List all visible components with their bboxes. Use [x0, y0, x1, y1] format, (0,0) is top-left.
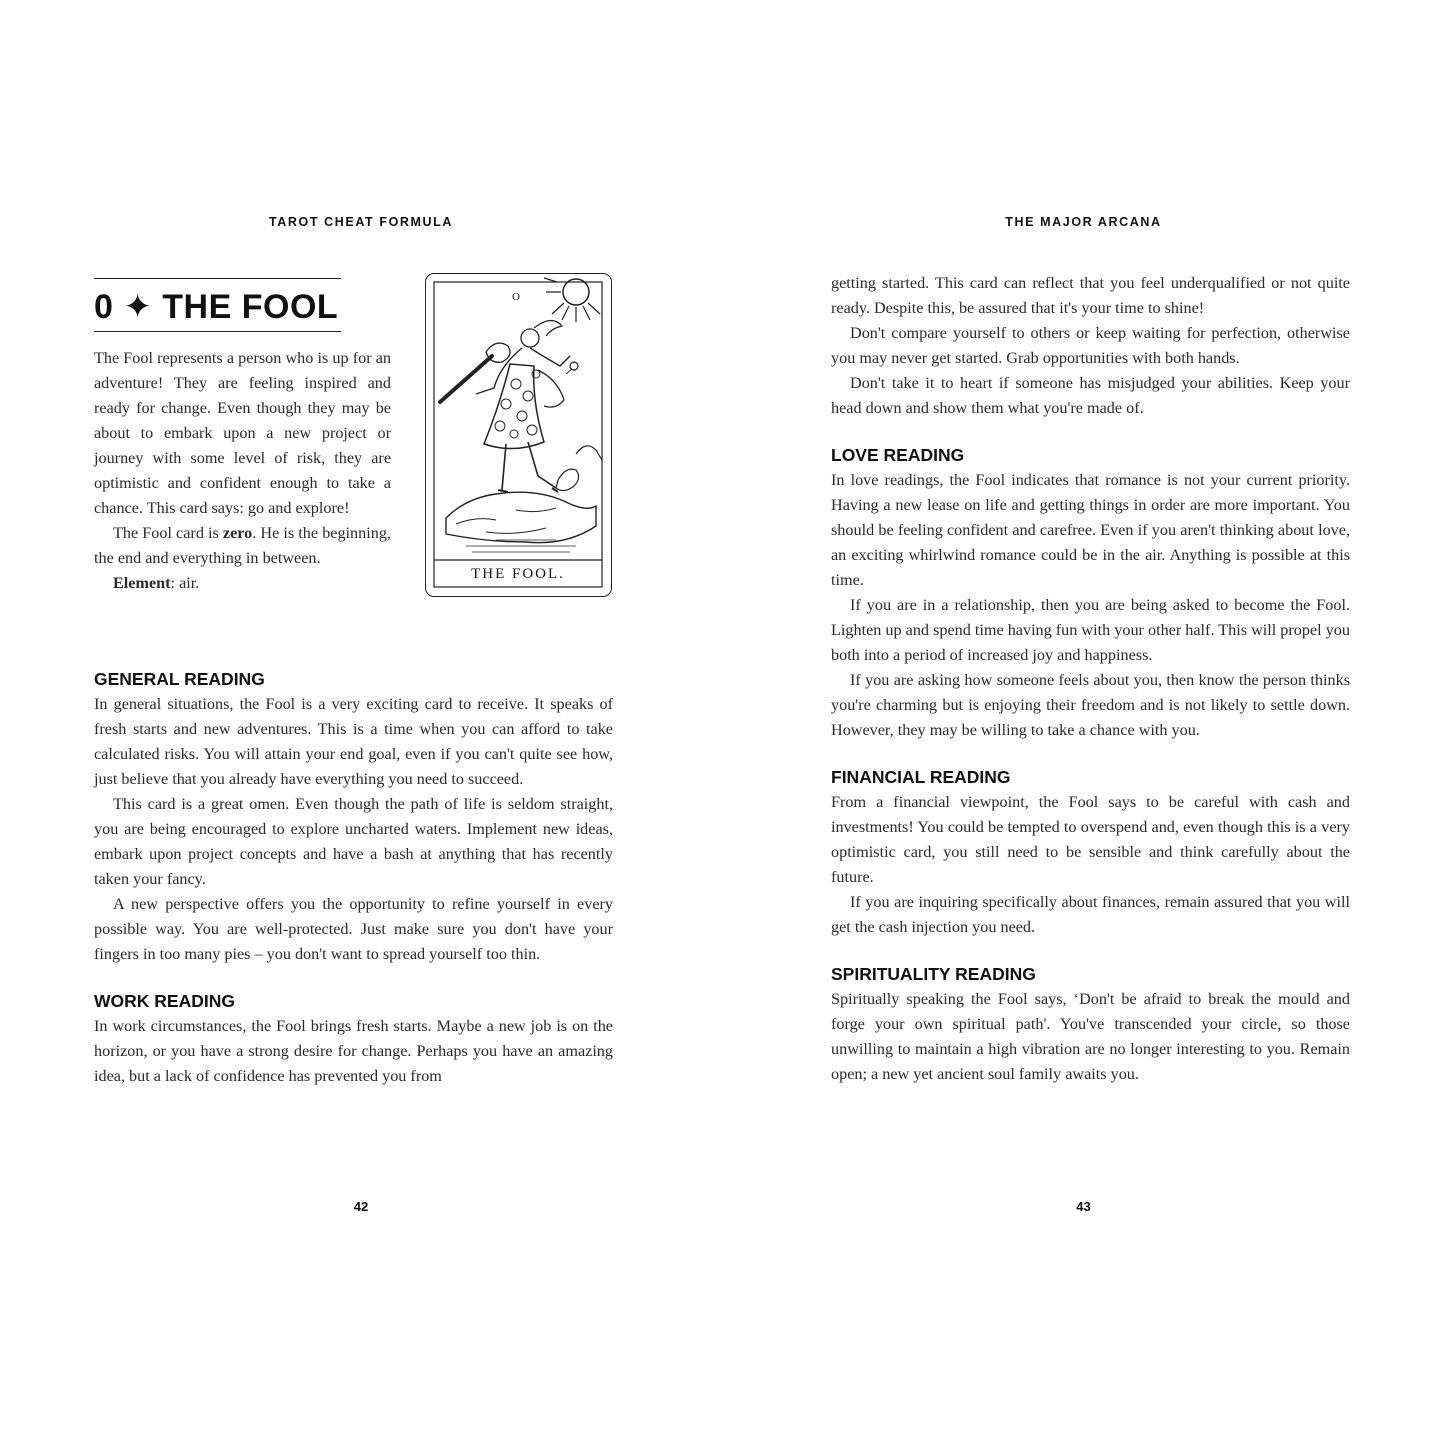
financial-reading-heading: FINANCIAL READING	[831, 767, 1011, 787]
card-image-label: THE FOOL.	[471, 566, 565, 582]
spirituality-reading-heading: SPIRITUALITY READING	[831, 964, 1036, 984]
tarot-card-illustration	[425, 273, 612, 597]
element-label: Element	[113, 574, 171, 592]
paragraph: In general situations, the Fool is a very exciting card to receive. It speaks of fresh starts and new adventures. This is a time when you can afford to take calculated risks. You will attain your end goal, even if you can't quite see how, just believe that you already have everything you need to succeed.	[94, 695, 613, 788]
sun-icon	[544, 278, 600, 322]
paragraph: If you are inquiring specifically about finances, remain assured that you will get the cash injection you need.	[831, 893, 1350, 936]
zero-paragraph-tail: . He is the beginning, the end and everything in between.	[94, 524, 391, 567]
element-value: : air.	[170, 574, 200, 592]
page-number-right: 43	[1076, 1199, 1091, 1214]
running-head-left: TAROT CHEAT FORMULA	[268, 215, 454, 229]
left-page	[0, 0, 722, 1445]
page-number-left: 42	[353, 1199, 369, 1214]
paragraph: getting started. This card can reflect that you feel underqualified or not quite ready. Despite this, be assured that it's your time to shine!	[831, 274, 1350, 317]
paragraph: A new perspective offers you the opportunity to refine yourself in every possible way. You are well-protected. Just make sure you don't have your fingers in too many pies – you don't want to spread yourself too thin.	[94, 895, 613, 963]
paragraph: Don't take it to heart if someone has misjudged your abilities. Keep your head down and show them what you're made of.	[831, 374, 1350, 417]
paragraph: Spiritually speaking the Fool says, ‘Don't be afraid to break the mould and forge your own spiritual path'. You've transcended your circle, so those unwilling to maintain a high vibration are no longer interesting to you. Remain open; a new yet ancient soul family awaits you.	[831, 990, 1350, 1083]
running-head-right: THE MAJOR ARCANA	[1005, 215, 1162, 229]
right-page	[722, 0, 1445, 1445]
fool-card-artwork	[426, 274, 610, 595]
card-title-block	[94, 278, 341, 332]
intro-paragraph: The Fool represents a person who is up for an adventure! They are feeling inspired and ready for change. Even though they may be about to embark upon a new project or journey with some level of risk, they are optimistic and confident enough to take a chance. This card says: go and explore!	[94, 349, 391, 517]
paragraph: If you are in a relationship, then you are being asked to become the Fool. Lighten up and spend time having fun with your other half. This will propel you both into a period of increased joy and happiness.	[831, 596, 1350, 664]
zero-paragraph-lead: The Fool card is	[113, 524, 223, 542]
paragraph: In work circumstances, the Fool brings fresh starts. Maybe a new job is on the horizon, or you have a strong desire for change. Perhaps you have an amazing idea, but a lack of confidence has prevented you from	[94, 1017, 613, 1085]
element-line	[94, 571, 391, 596]
zero-paragraph	[94, 521, 391, 571]
paragraph: Don't compare yourself to others or keep waiting for perfection, otherwise you may never get started. Grab opportunities with both hands.	[831, 324, 1350, 367]
card-numeral: O	[512, 291, 520, 303]
card-title: 0 ✦ THE FOOL	[94, 288, 339, 326]
paragraph: In love readings, the Fool indicates that romance is not your current priority. Having a new lease on life and getting things in order are more important. You should be feeling confident and carefree. Even if you aren't thinking about love, an exciting whirlwind romance could be in the air. Anything is possible at this time.	[831, 471, 1350, 589]
right-body-text	[831, 271, 1350, 1087]
general-reading-heading: GENERAL READING	[94, 669, 265, 689]
left-body-text	[94, 667, 613, 1089]
paragraph: From a financial viewpoint, the Fool says to be careful with cash and investments! You could be tempted to overspend and, even though this is a very optimistic card, you still need to be sensible and think carefully about the future.	[831, 793, 1350, 886]
paragraph: This card is a great omen. Even though the path of life is seldom straight, you are being encouraged to explore uncharted waters. Implement new ideas, embark upon project concepts and have a bash at anything that has recently taken your fancy.	[94, 795, 613, 888]
work-reading-heading: WORK READING	[94, 991, 235, 1011]
love-reading-heading: LOVE READING	[831, 445, 965, 465]
paragraph: If you are asking how someone feels about you, then know the person thinks you're charming but is enjoying their freedom and is not likely to settle down. However, they may be willing to take a chance with you.	[831, 671, 1350, 739]
zero-emphasis: zero	[222, 524, 253, 542]
intro-text	[94, 346, 391, 596]
